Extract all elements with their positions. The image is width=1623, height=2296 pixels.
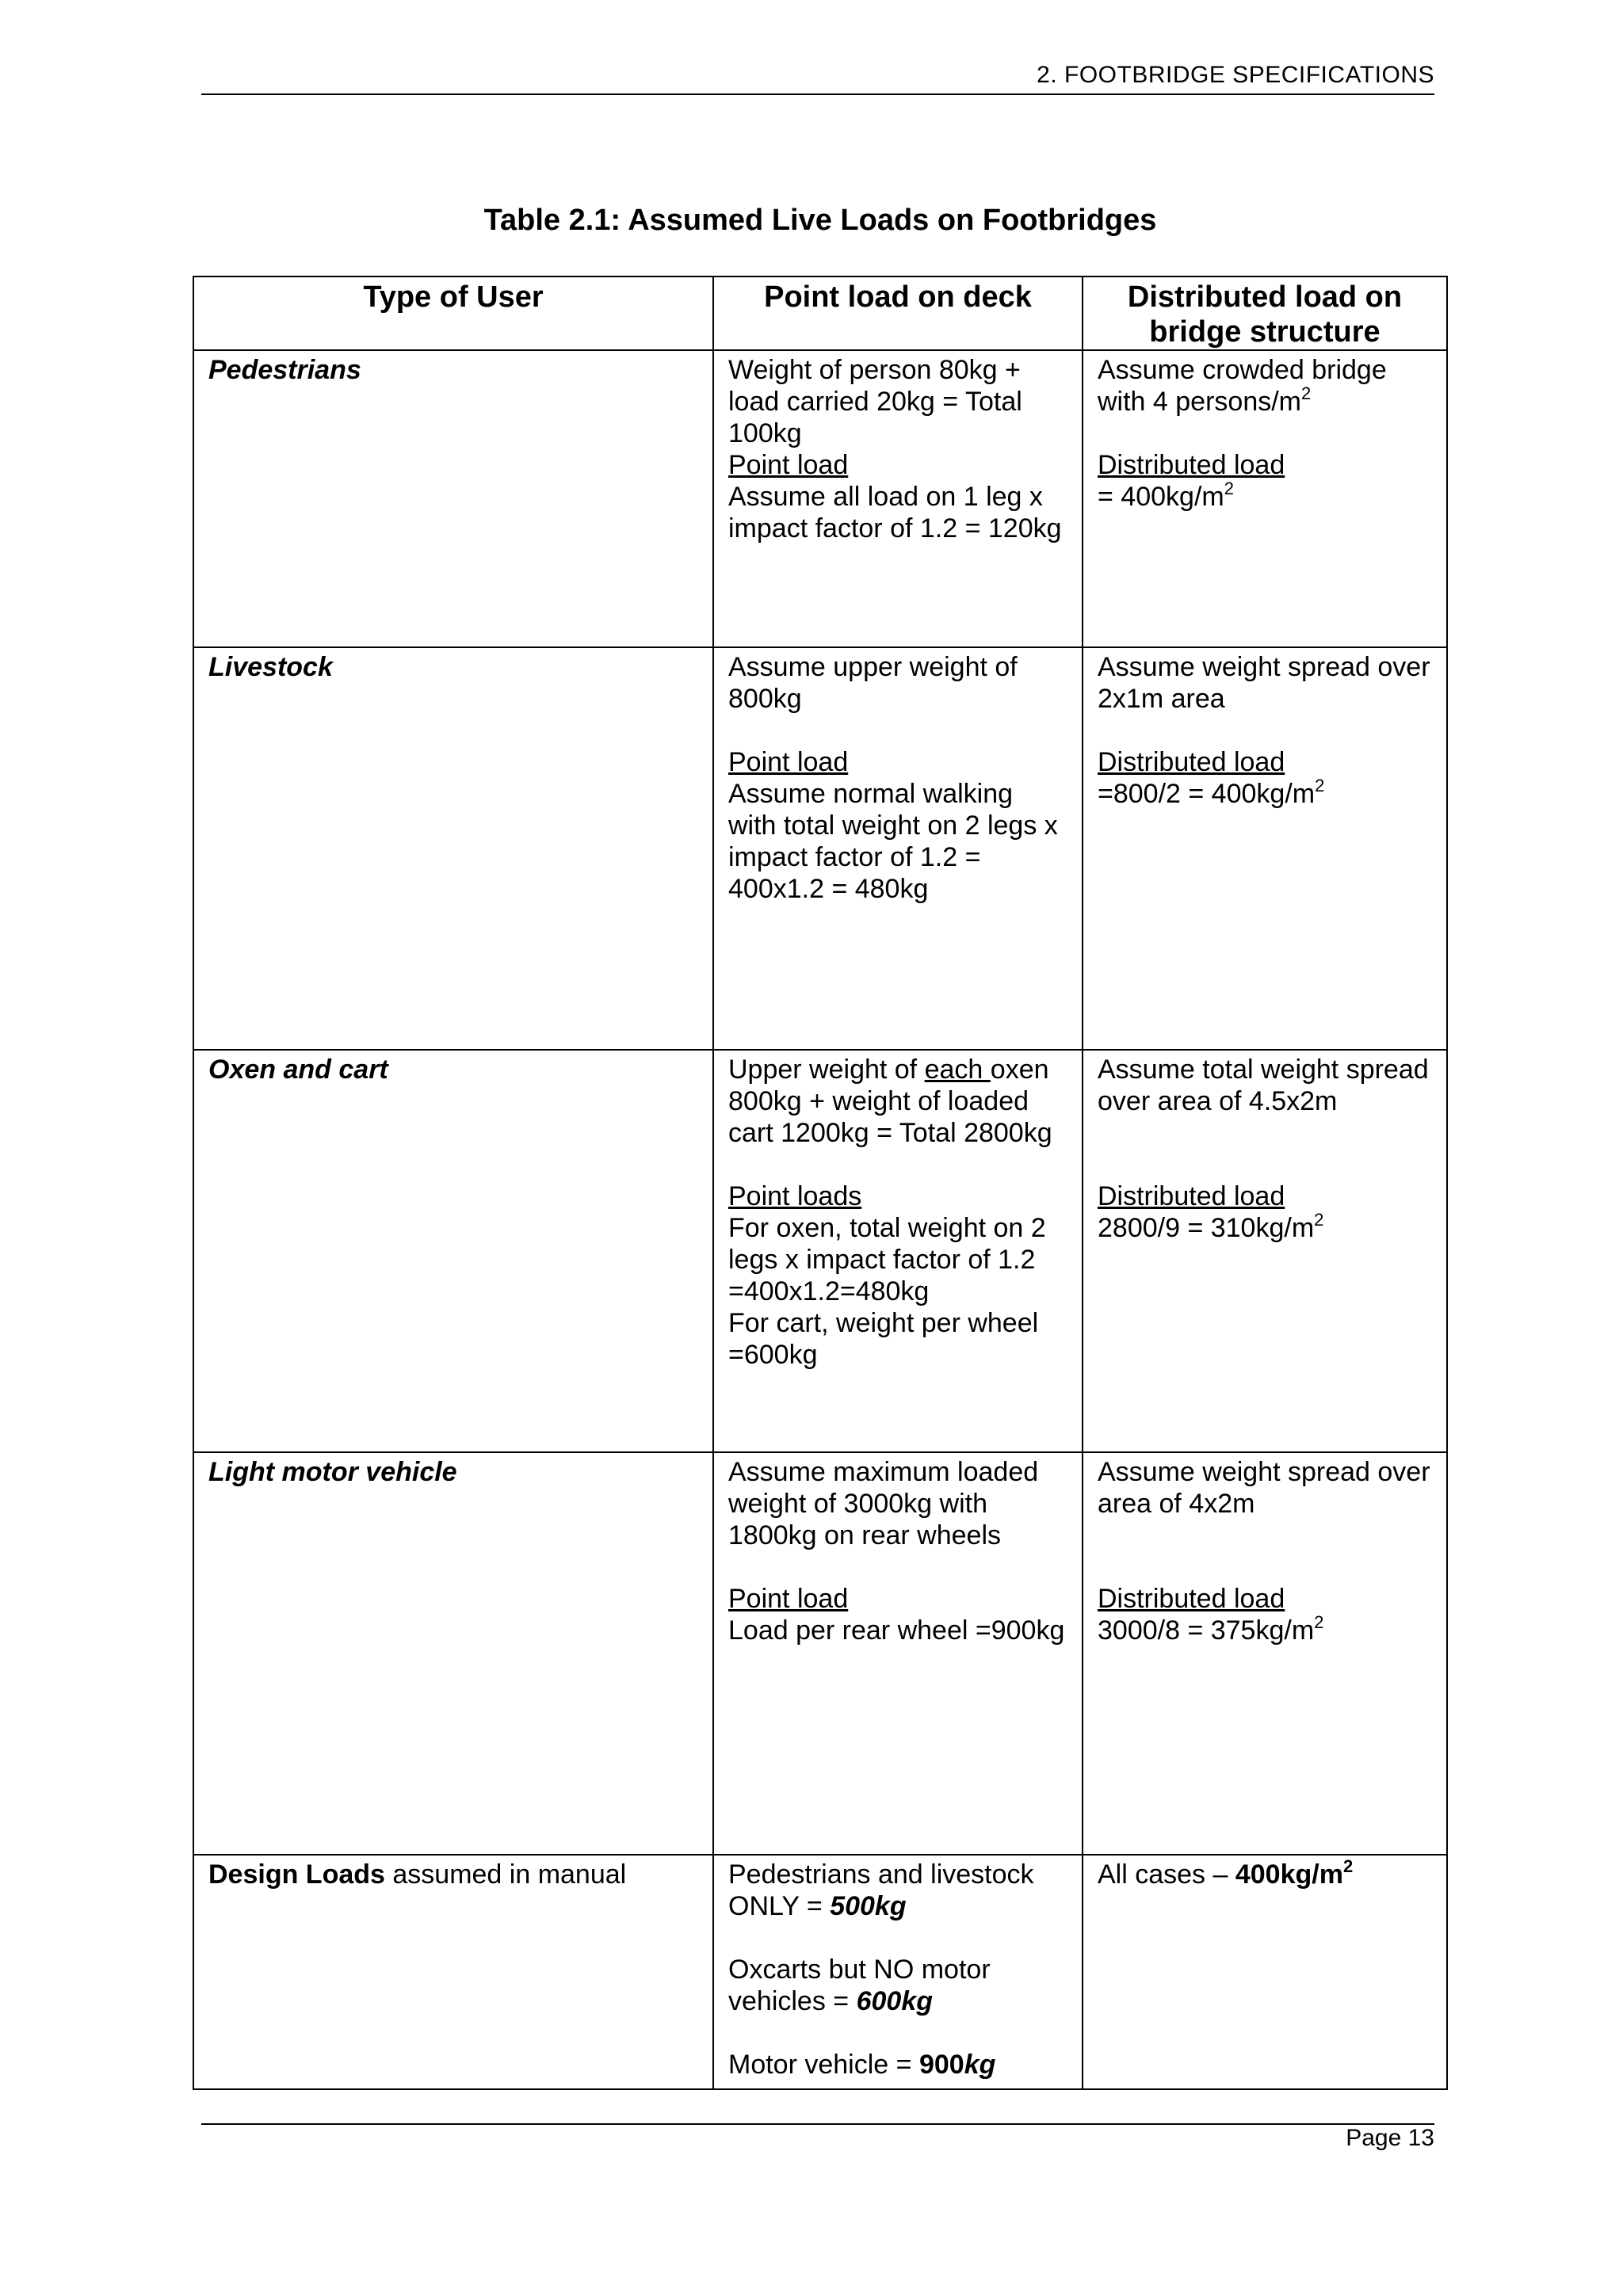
superscript: 2	[1314, 1612, 1324, 1632]
page-number: Page 13	[1346, 2125, 1434, 2151]
table-row	[193, 647, 1447, 1050]
section-header: 2. FOOTBRIDGE SPECIFICATIONS	[1037, 62, 1434, 88]
distributed-load-cell	[1083, 1855, 1447, 2089]
cell-subheading: Point load	[728, 1584, 849, 1614]
design-value: 500kg	[830, 1891, 907, 1921]
distributed-load-cell	[1083, 1050, 1447, 1452]
table-caption: Table 2.1: Assumed Live Loads on Footbridges	[483, 204, 1157, 237]
user-cell	[193, 1452, 713, 1855]
cell-text: Assume maximum loaded weight of 3000kg with 1800kg on rear wheels	[728, 1457, 1039, 1550]
design-loads-suffix: assumed in manual	[384, 1859, 627, 1890]
user-type: Livestock	[208, 652, 333, 682]
cell-text: For cart, weight per wheel =600kg	[728, 1308, 1039, 1370]
cell-text: 3000/8 = 375kg/m	[1098, 1615, 1315, 1646]
cell-text: All cases –	[1098, 1859, 1235, 1890]
table-row	[193, 1452, 1447, 1855]
cell-subheading: Distributed load	[1098, 1584, 1285, 1614]
table-row	[193, 350, 1447, 647]
cell-text: Upper weight of	[728, 1055, 925, 1085]
column-header-user: Type of User	[193, 277, 713, 350]
user-type: Light motor vehicle	[208, 1457, 457, 1487]
cell-text: Assume normal walking with total weight on 2 legs x impact factor of 1.2 = 400x1.2 = 480kg	[728, 779, 1058, 904]
column-header-distributed: Distributed load on bridge structure	[1083, 277, 1447, 350]
cell-subheading: Point load	[728, 747, 849, 777]
table-row	[193, 1050, 1447, 1452]
superscript: 2	[1342, 1856, 1354, 1876]
design-value: 600kg	[856, 1986, 933, 2016]
cell-text: Assume upper weight of 800kg	[728, 652, 1018, 714]
cell-text: Load per rear wheel =900kg	[728, 1615, 1065, 1646]
cell-text: 2800/9 = 310kg/m	[1098, 1213, 1315, 1243]
table-row	[193, 1855, 1447, 2089]
cell-text: Assume total weight spread over area of 4.5x2m	[1098, 1055, 1429, 1116]
point-load-cell	[713, 350, 1083, 647]
user-cell	[193, 1050, 713, 1452]
cell-text: =800/2 = 400kg/m	[1098, 779, 1316, 809]
design-loads-label: Design Loads	[208, 1859, 385, 1890]
point-load-cell	[713, 1452, 1083, 1855]
cell-subheading: Distributed load	[1098, 450, 1285, 480]
footer-rule	[201, 2123, 1434, 2125]
user-cell	[193, 1855, 713, 2089]
cell-text: Assume all load on 1 leg x impact factor of 1.2 = 120kg	[728, 482, 1062, 543]
cell-text: oxen 800kg + weight of loaded cart 1200kg = Total 2800kg	[728, 1055, 1052, 1148]
design-value: 400kg/m	[1235, 1859, 1343, 1890]
superscript: 2	[1301, 383, 1312, 403]
cell-text: Assume crowded bridge with 4 persons/m	[1098, 355, 1387, 417]
point-load-cell	[713, 1050, 1083, 1452]
point-load-cell	[713, 647, 1083, 1050]
cell-text: Weight of person 80kg + load carried 20kg = Total 100kg	[728, 355, 1022, 448]
cell-emphasis: each	[924, 1055, 991, 1085]
cell-text: = 400kg/m	[1098, 482, 1224, 512]
superscript: 2	[1314, 1210, 1324, 1230]
distributed-load-cell	[1083, 1452, 1447, 1855]
cell-subheading: Distributed load	[1098, 1181, 1285, 1211]
cell-text: For oxen, total weight on 2 legs x impact factor of 1.2 =400x1.2=480kg	[728, 1213, 1046, 1306]
cell-subheading: Point load	[728, 450, 849, 480]
design-value: 900	[918, 2050, 964, 2080]
cell-text: Motor vehicle =	[728, 2050, 919, 2080]
column-header-point: Point load on deck	[713, 277, 1083, 350]
distributed-load-cell	[1083, 647, 1447, 1050]
user-cell	[193, 647, 713, 1050]
cell-text: Oxcarts but NO motor vehicles =	[728, 1955, 999, 2016]
user-type: Pedestrians	[208, 355, 361, 385]
cell-text: Assume weight spread over area of 4x2m	[1098, 1457, 1430, 1519]
superscript: 2	[1224, 479, 1234, 498]
user-cell	[193, 350, 713, 647]
header-rule	[201, 93, 1434, 95]
design-unit: kg	[964, 2050, 996, 2080]
cell-subheading: Distributed load	[1098, 747, 1285, 777]
live-loads-table	[193, 276, 1448, 2090]
cell-text: Assume weight spread over 2x1m area	[1098, 652, 1430, 714]
table-header-row	[193, 277, 1447, 350]
point-load-cell	[713, 1855, 1083, 2089]
cell-text: Pedestrians and livestock ONLY =	[728, 1859, 1041, 1921]
cell-subheading: Point loads	[728, 1181, 862, 1211]
distributed-load-cell	[1083, 350, 1447, 647]
user-type: Oxen and cart	[208, 1055, 388, 1085]
superscript: 2	[1315, 776, 1325, 795]
